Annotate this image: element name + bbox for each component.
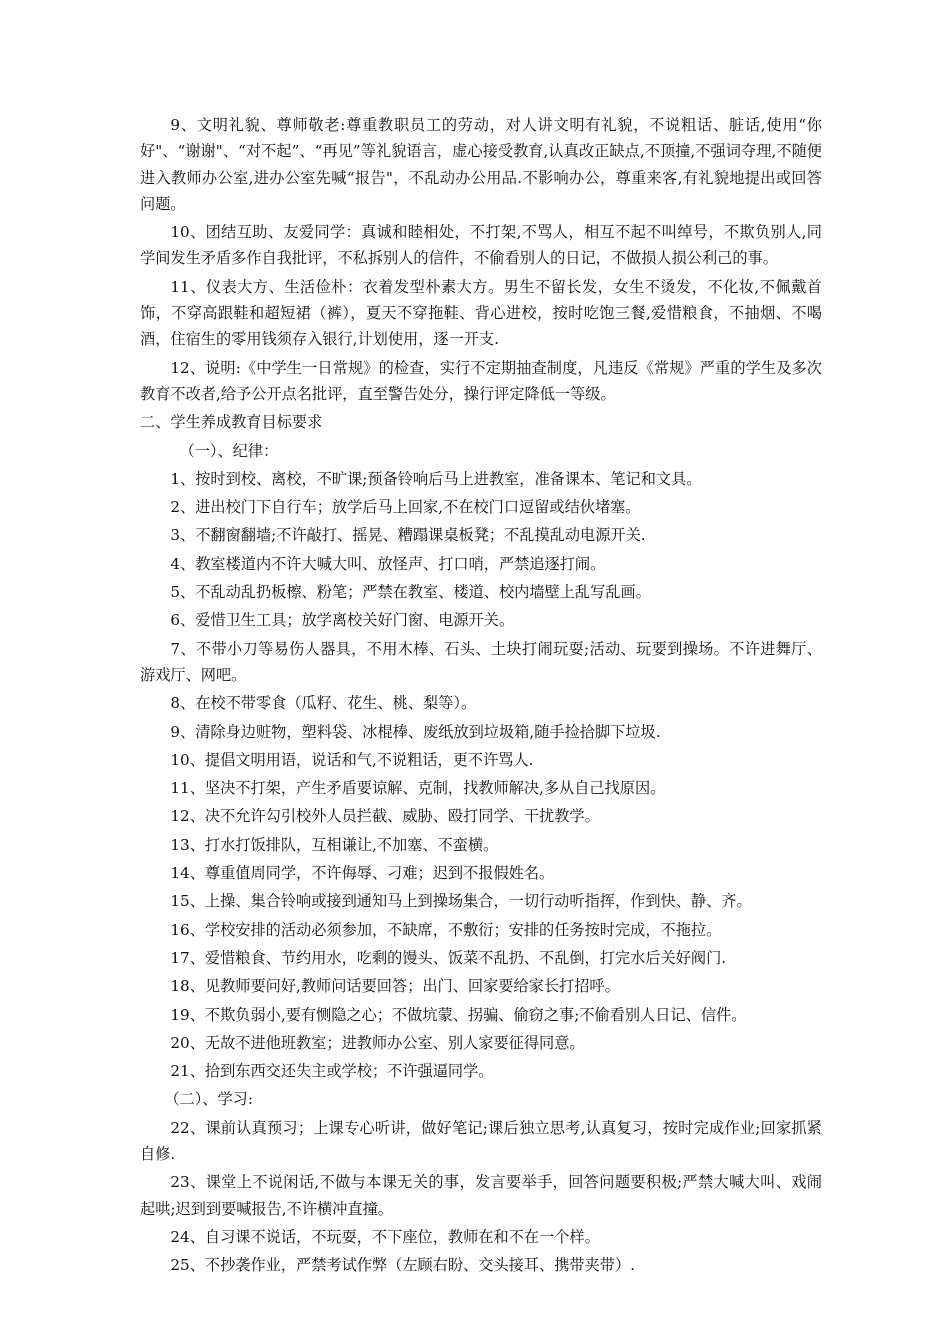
discipline-item: 20、无故不进他班教室；进教师办公室、别人家要征得同意。 (170, 1033, 585, 1052)
discipline-item: 19、不欺负弱小,要有恻隐之心；不做坑蒙、拐骗、偷窃之事;不偷看别人日记、信件。 (170, 1005, 747, 1024)
discipline-item: 17、爱惜粮食、节约用水，吃剩的馒头、饭菜不乱扔、不乱倒，打完水后关好阀门. (170, 948, 727, 967)
discipline-item: 13、打水打饭排队，互相谦让,不加塞、不蛮横。 (170, 835, 499, 854)
discipline-item: 2、进出校门下自行车；放学后马上回家,不在校门口逗留或结伙堵塞。 (170, 498, 641, 517)
study-item: 22、课前认真预习；上课专心听讲，做好笔记;课后独立思考,认真复习，按时完成作业;回家抓紧自修. (140, 1118, 822, 1163)
section-heading: 二、学生养成教育目标要求 (140, 413, 323, 432)
discipline-item: 18、见教师要问好,教师问话要回答；出门、回家要给家长打招呼。 (170, 977, 620, 996)
rule-paragraph-12: 12、说明:《中学生一日常规》的检查，实行不定期抽查制度，凡违反《常规》严重的学生及多次教育不改者,给予公开点名批评，直至警告处分，操行评定降低一等级。 (140, 358, 822, 403)
discipline-item: 3、不翻窗翻墙;不许敲打、摇晃、糟蹋课桌板凳；不乱摸乱动电源开关. (170, 526, 646, 545)
document-body (140, 112, 822, 1280)
discipline-item: 7、不带小刀等易伤人器具，不用木棒、石头、土块打闹玩耍;活动、玩要到操场。不许进舞厅、游戏厅、网吧。 (140, 639, 822, 684)
discipline-item: 15、上操、集合铃响或接到通知马上到操场集合，一切行动听指挥，作到快、静、齐。 (170, 892, 752, 911)
rule-paragraph-10: 10、团结互助、友爱同学：真诚和睦相处，不打架,不骂人，相互不起不叫绰号，不欺负别人,同学间发生矛盾多作自我批评，不私拆别人的信件，不偷看别人的日记，不做损人损公利己的事。 (140, 223, 822, 268)
discipline-item: 5、不乱动乱扔板檫、粉笔；严禁在教室、楼道、校内墙壁上乱写乱画。 (170, 583, 651, 602)
discipline-item: 4、教室楼道内不许大喊大叫、放怪声、打口哨，严禁追逐打闹。 (170, 554, 606, 573)
discipline-item: 11、坚决不打架，产生矛盾要谅解、克制，找教师解决,多从自己找原因。 (170, 779, 666, 798)
subsection-heading-study: （二）、学习: (164, 1090, 253, 1109)
study-item: 24、自习课不说话，不玩耍，不下座位，教师在和不在一个样。 (170, 1227, 600, 1246)
discipline-item: 1、按时到校、离校，不旷课;预备铃响后马上进教室，准备课本、笔记和文具。 (170, 469, 702, 488)
subsection-heading-discipline: （一）、纪律： (179, 441, 279, 460)
discipline-item: 6、爱惜卫生工具；放学离校关好门窗、电源开关。 (170, 611, 515, 630)
discipline-item: 14、尊重值周同学，不许侮辱、刁难；迟到不报假姓名。 (170, 864, 555, 883)
study-item: 25、不抄袭作业，严禁考试作弊（左顾右盼、交头接耳、携带夹带）. (170, 1256, 635, 1275)
discipline-item: 12、决不允许勾引校外人员拦截、威胁、殴打同学、干扰教学。 (170, 807, 600, 826)
discipline-item: 10、提倡文明用语，说话和气,不说粗话，更不许骂人. (170, 750, 534, 769)
discipline-item: 16、学校安排的活动必须参加，不缺席，不敷衍；安排的任务按时完成，不拖拉。 (170, 920, 722, 939)
rule-paragraph-11: 11、仪表大方、生活俭朴：衣着发型朴素大方。男生不留长发，女生不烫发，不化妆,不佩戴首饰，不穿高跟鞋和超短裙（裤），夏天不穿拖鞋、背心进校，按时吃饱三餐,爱惜粮食，不抽烟、不喝酒，住宿生的零用钱须存入银行,计划使用，逐一开支. (140, 277, 822, 349)
study-item: 23、课堂上不说闲话,不做与本课无关的事，发言要举手，回答问题要积极;严禁大喊大叫、戏闹起哄;迟到到要喊报告,不许横冲直撞。 (140, 1173, 822, 1218)
rule-paragraph-9: 9、文明礼貌、尊师敬老:尊重教职员工的劳动，对人讲文明有礼貌，不说粗话、脏话,使用“你好"、“谢谢"、“对不起”、“再见”等礼貌语言，虚心接受教育,认真改正缺点,不顶撞,不强词夺理,不随便进入教师办公室,进办公室先喊“报告"，不乱动办公用品.不影响办公，尊重来客,有礼貌地提出或回答问题。 (140, 116, 822, 213)
discipline-item: 21、拾到东西交还失主或学校；不许强逼同学。 (170, 1062, 494, 1081)
discipline-item: 8、在校不带零食（瓜籽、花生、桃、梨等）。 (170, 694, 477, 713)
discipline-item: 9、清除身边赃物，塑料袋、冰棍棒、废纸放到垃圾箱,随手捡拾脚下垃圾. (170, 722, 661, 741)
